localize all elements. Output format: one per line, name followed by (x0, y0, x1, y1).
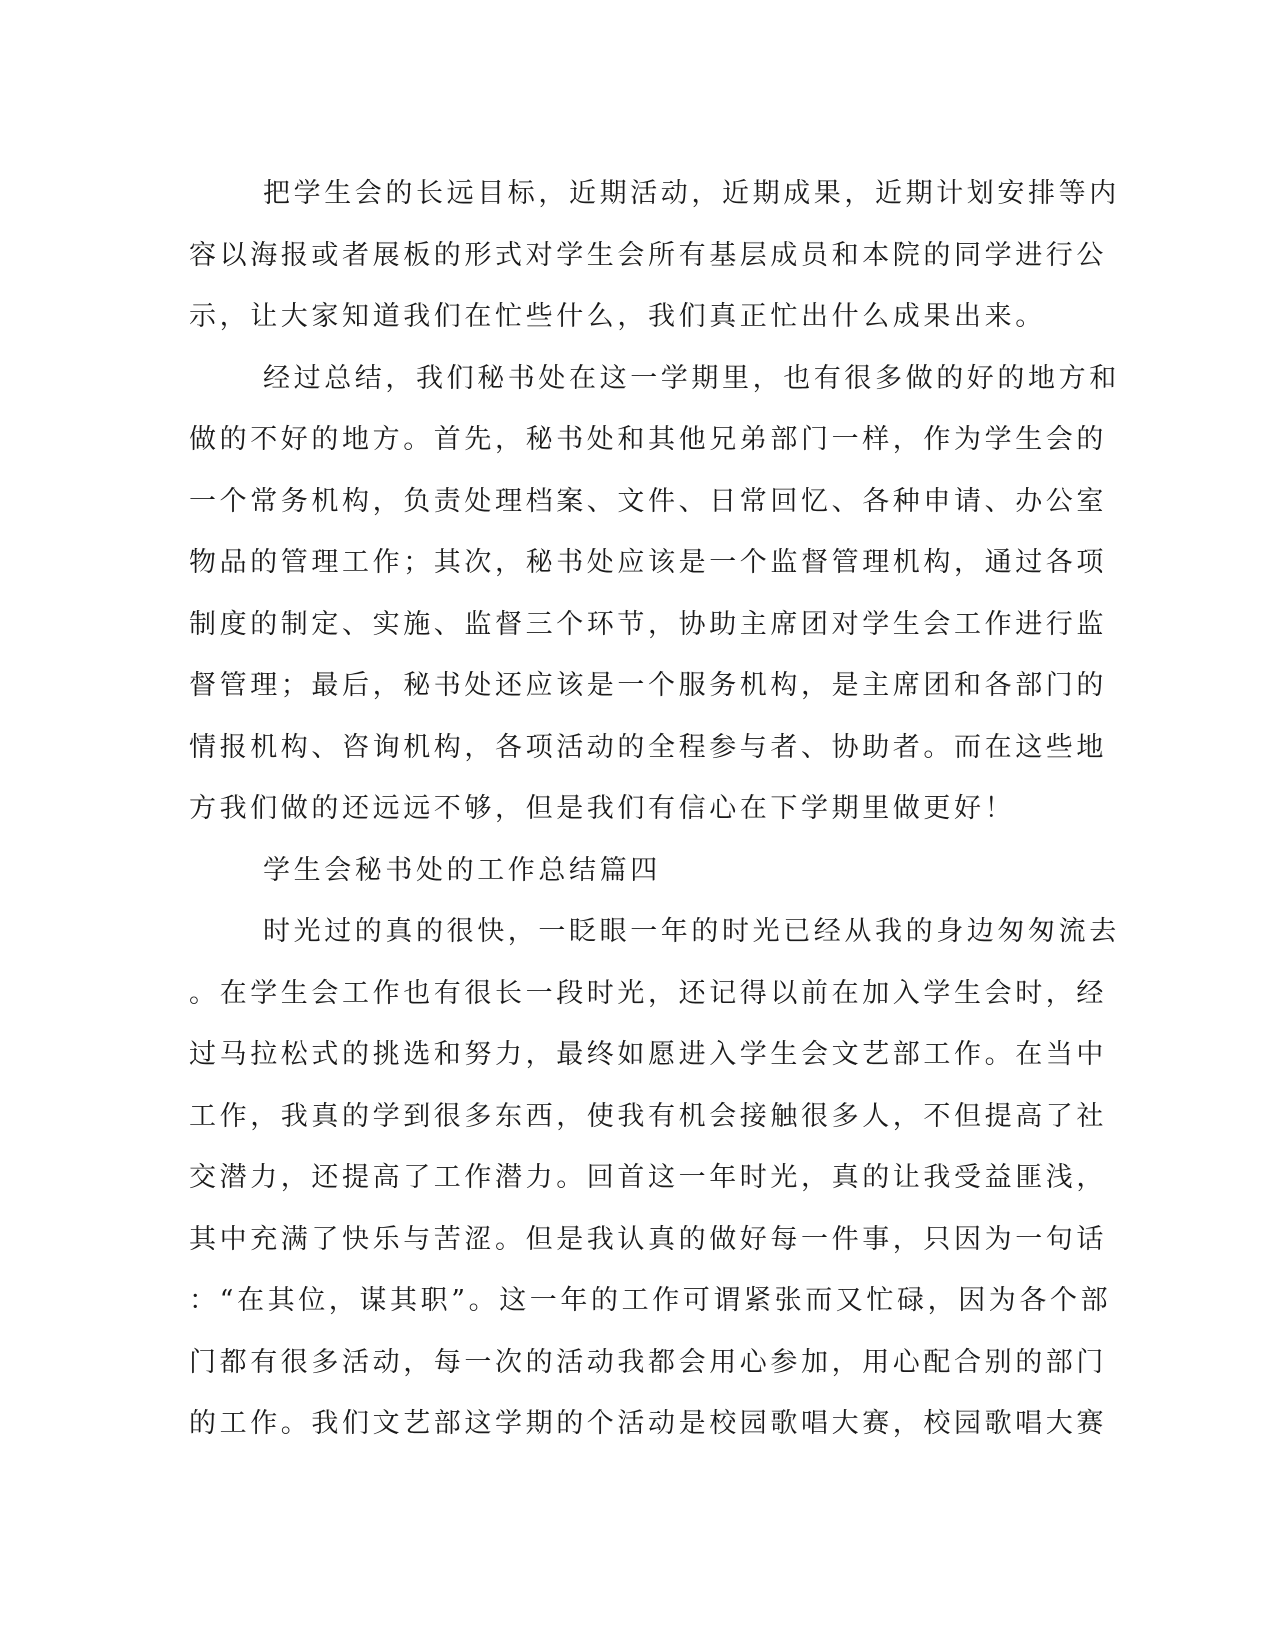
paragraph-2 (189, 348, 1120, 840)
text-line: 方我们做的还远远不够，但是我们有信心在下学期里做更好！ (189, 793, 1016, 824)
text-line: 其中充满了快乐与苦涩。但是我认真的做好每一件事，只因为一句话 (189, 1223, 1107, 1255)
text-line: 门都有很多活动，每一次的活动我都会用心参加，用心配合别的部门 (189, 1346, 1107, 1378)
document-body (189, 163, 1120, 1455)
text-line: 示，让大家知道我们在忙些什么，我们真正忙出什么成果出来。 (189, 301, 1046, 332)
paragraph-1 (189, 163, 1120, 348)
text-line: 过马拉松式的挑选和努力，最终如愿进入学生会文艺部工作。在当中 (189, 1039, 1107, 1070)
text-line: 督管理；最后，秘书处还应该是一个服务机构，是主席团和各部门的 (189, 670, 1107, 701)
text-line: 经过总结，我们秘书处在这一学期里，也有很多做的好的地方和 (263, 362, 1120, 394)
section-heading (189, 840, 1079, 902)
text-line: 交潜力，还提高了工作潜力。回首这一年时光，真的让我受益匪浅， (189, 1162, 1107, 1193)
text-line: 工作，我真的学到很多东西，使我有机会接触很多人，不但提高了社 (189, 1100, 1107, 1132)
text-line: 做的不好的地方。首先，秘书处和其他兄弟部门一样，作为学生会的 (189, 424, 1107, 455)
text-line: 情报机构、咨询机构，各项活动的全程参与者、协助者。而在这些地 (189, 731, 1107, 763)
text-line: 物品的管理工作；其次，秘书处应该是一个监督管理机构，通过各项 (189, 547, 1107, 578)
text-line: 的工作。我们文艺部这学期的个活动是校园歌唱大赛，校园歌唱大赛 (189, 1408, 1107, 1439)
paragraph-3 (189, 901, 1120, 1455)
text-line: 容以海报或者展板的形式对学生会所有基层成员和本院的同学进行公 (189, 239, 1107, 271)
text-line: 一个常务机构，负责处理档案、文件、日常回忆、各种申请、办公室 (189, 485, 1107, 517)
text-line: 。在学生会工作也有很长一段时光，还记得以前在加入学生会时，经 (189, 977, 1107, 1009)
text-line: 把学生会的长远目标，近期活动，近期成果，近期计划安排等内 (263, 178, 1120, 209)
text-line: ：“在其位，谋其职”。这一年的工作可谓紧张而又忙碌，因为各个部 (189, 1285, 1112, 1316)
heading-line: 学生会秘书处的工作总结篇四 (263, 854, 661, 886)
text-line: 制度的制定、实施、监督三个环节，协助主席团对学生会工作进行监 (189, 608, 1107, 640)
text-line: 时光过的真的很快，一眨眼一年的时光已经从我的身边匆匆流去 (263, 916, 1120, 947)
